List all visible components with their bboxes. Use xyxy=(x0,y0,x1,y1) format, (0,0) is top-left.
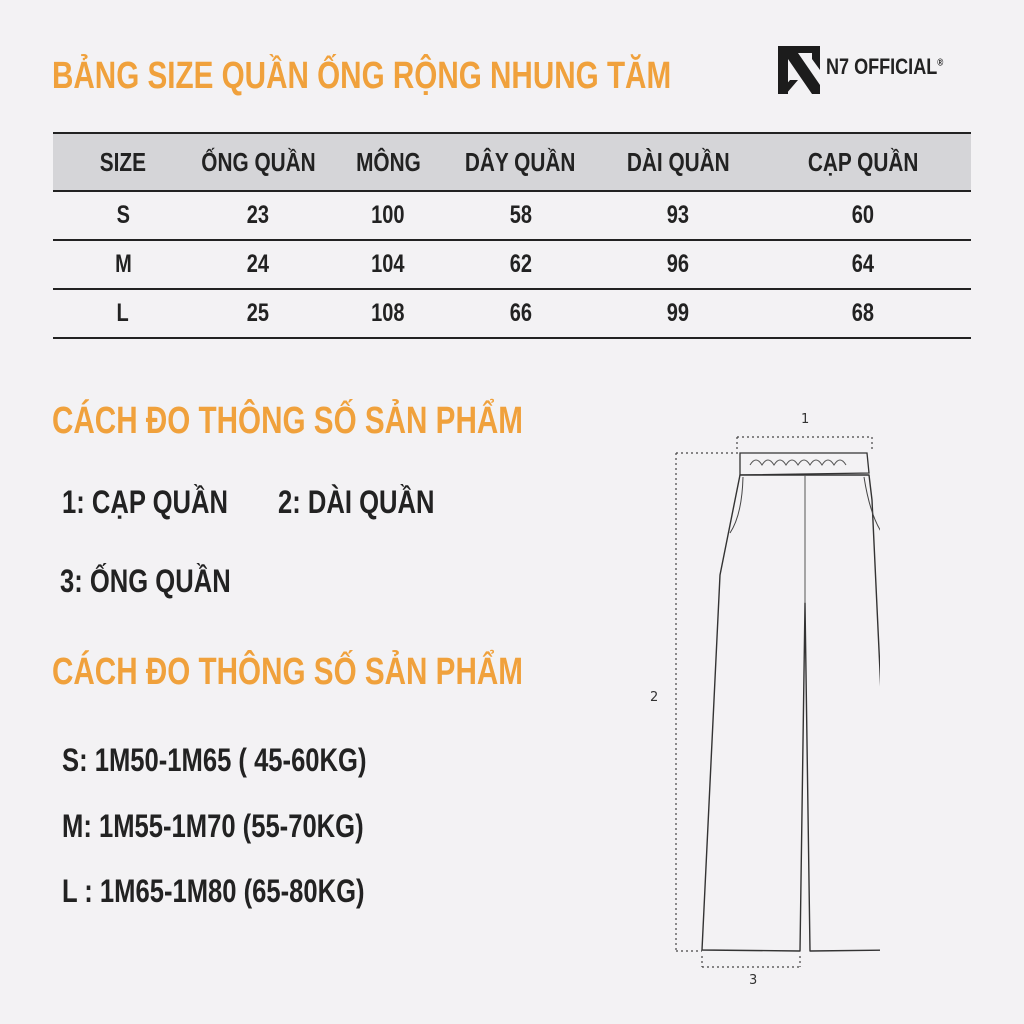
table-cell: 93 xyxy=(666,201,690,229)
table-cell: 96 xyxy=(666,250,690,278)
table-cell: 108 xyxy=(371,299,405,327)
table-cell: 99 xyxy=(666,299,690,327)
size-guide-l: L : 1M65-1M80 (65-80KG) xyxy=(62,873,365,909)
table-row xyxy=(53,192,971,241)
dim-label-2: 2 xyxy=(650,690,659,705)
measure-item-1: 1: CẠP QUẦN xyxy=(62,484,228,520)
table-cell: 64 xyxy=(851,250,875,278)
col-cap-quan: CẠP QUẦN xyxy=(807,146,919,177)
pants-diagram xyxy=(640,405,880,995)
table-row xyxy=(53,290,971,339)
page-title: BẢNG SIZE QUẦN ỐNG RỘNG NHUNG TĂM xyxy=(52,55,672,97)
dim-label-3: 3 xyxy=(749,973,758,988)
table-cell: L xyxy=(116,299,130,327)
col-mong: MÔNG xyxy=(355,146,421,177)
table-cell: 68 xyxy=(851,299,875,327)
table-cell: 23 xyxy=(246,201,270,229)
col-ong-quan: ỐNG QUẦN xyxy=(200,146,316,177)
size-guide-m: M: 1M55-1M70 (55-70KG) xyxy=(62,808,364,844)
col-dai-quan: DÀI QUẦN xyxy=(626,146,730,177)
table-cell: 25 xyxy=(246,299,270,327)
table-cell: 62 xyxy=(509,250,532,278)
table-row xyxy=(53,241,971,290)
size-guide-heading: CÁCH ĐO THÔNG SỐ SẢN PHẨM xyxy=(52,651,523,693)
dim-label-1: 1 xyxy=(801,412,810,427)
table-cell: 104 xyxy=(371,250,405,278)
col-size: SIZE xyxy=(99,146,147,177)
measure-item-3: 3: ỐNG QUẦN xyxy=(60,563,231,599)
table-header xyxy=(53,132,971,192)
size-guide-s: S: 1M50-1M65 ( 45-60KG) xyxy=(62,742,367,778)
table-cell: S xyxy=(116,201,130,229)
table-cell: 60 xyxy=(851,201,875,229)
table-cell: 58 xyxy=(509,201,532,229)
table-cell: 100 xyxy=(371,201,405,229)
table-cell: M xyxy=(114,250,132,278)
measure-heading: CÁCH ĐO THÔNG SỐ SẢN PHẨM xyxy=(52,400,523,442)
table-cell: 66 xyxy=(509,299,532,327)
col-day-quan: DÂY QUẦN xyxy=(465,146,576,177)
brand-name: N7 OFFICIAL® xyxy=(826,54,944,79)
size-table xyxy=(53,132,971,339)
measure-item-2: 2: DÀI QUẦN xyxy=(278,484,435,520)
table-cell: 24 xyxy=(246,250,270,278)
